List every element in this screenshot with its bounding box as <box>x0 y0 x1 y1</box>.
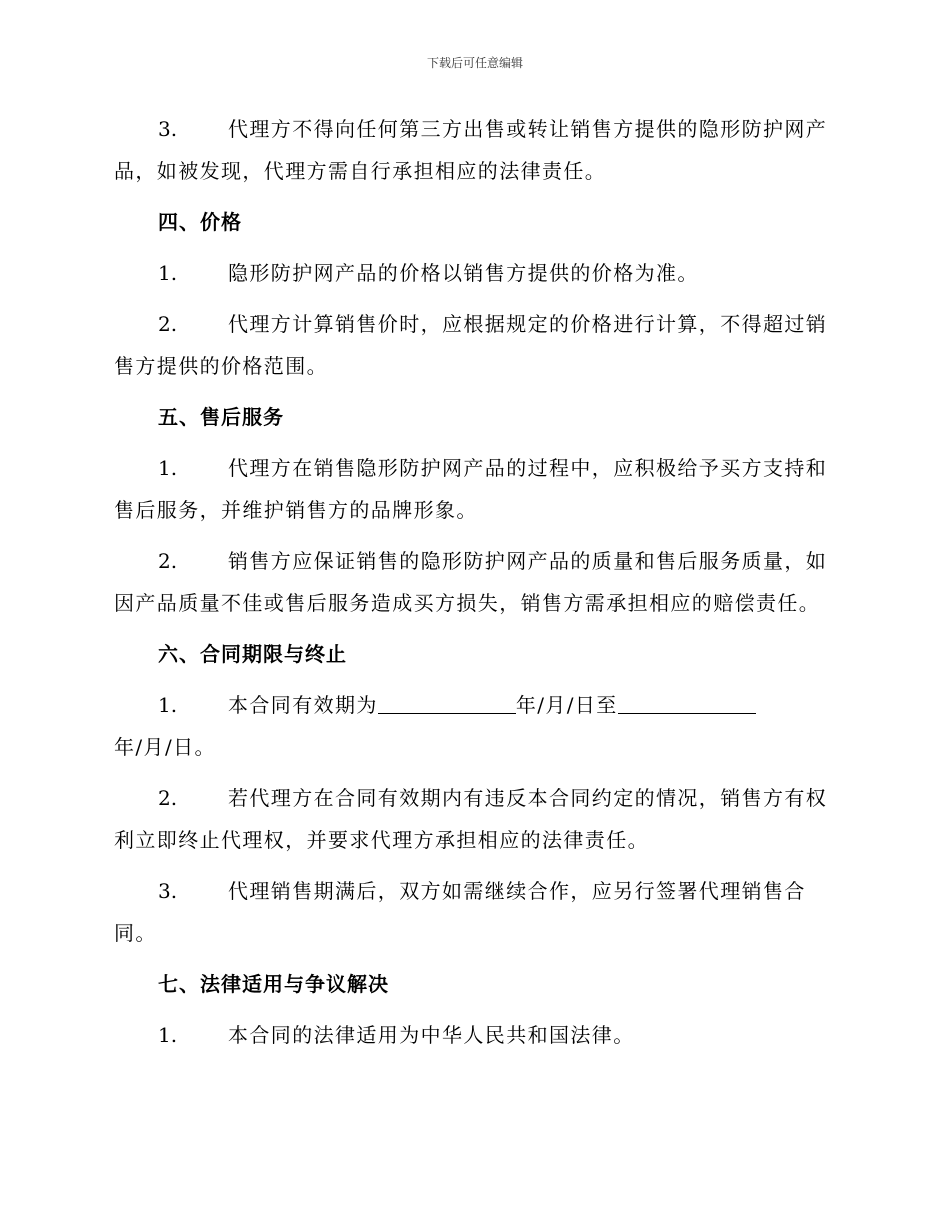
clause-number: 2. <box>158 786 178 810</box>
clause-4-1 <box>114 252 832 294</box>
clause-4-2 <box>114 303 832 387</box>
clause-text-continued: 因产品质量不佳或售后服务造成买方损失，销售方需承担相应的赔偿责任。 <box>114 591 821 615</box>
clause-text: 代理销售期满后，双方如需继续合作，应另行签署代理销售合 <box>228 879 806 903</box>
fill-in-blank-end-date[interactable] <box>618 687 756 714</box>
clause-number: 2. <box>158 549 178 573</box>
clause-text: 隐形防护网产品的价格以销售方提供的价格为准。 <box>228 261 699 285</box>
clause-text: 年/月/日至 <box>515 693 618 717</box>
clause-7-1 <box>114 1014 832 1056</box>
clause-number: 1. <box>158 693 178 717</box>
clause-text: 本合同的法律适用为中华人民共和国法律。 <box>228 1023 635 1047</box>
clause-text-continued: 售方提供的价格范围。 <box>114 354 328 378</box>
fill-in-blank-start-date[interactable] <box>378 687 516 714</box>
clause-number: 3. <box>158 117 178 141</box>
clause-number: 2. <box>158 312 178 336</box>
clause-text-continued: 同。 <box>114 921 157 945</box>
clause-text-continued: 售后服务，并维护销售方的品牌形象。 <box>114 498 478 522</box>
clause-number: 1. <box>158 456 178 480</box>
clause-text: 本合同有效期为 <box>228 693 378 717</box>
clause-text-continued: 利立即终止代理权，并要求代理方承担相应的法律责任。 <box>114 828 649 852</box>
page-header: 下载后可任意编辑 <box>426 56 523 70</box>
section-heading-term: 六、合同期限与终止 <box>158 642 347 666</box>
clause-6-2 <box>114 777 832 861</box>
clause-text: 代理方不得向任何第三方出售或转让销售方提供的隐形防护网产 <box>228 117 828 141</box>
section-heading-after-sales: 五、售后服务 <box>158 405 284 429</box>
clause-5-2 <box>114 540 832 624</box>
clause-6-1 <box>114 684 832 768</box>
clause-text-continued: 年/月/日。 <box>114 735 216 759</box>
clause-text-continued: 品，如被发现，代理方需自行承担相应的法律责任。 <box>114 159 607 183</box>
clause-3-3 <box>114 108 832 192</box>
clause-text: 代理方计算销售价时，应根据规定的价格进行计算，不得超过销 <box>228 312 828 336</box>
clause-5-1 <box>114 447 832 531</box>
clause-number: 1. <box>158 1023 178 1047</box>
clause-6-3 <box>114 870 832 954</box>
clause-text: 销售方应保证销售的隐形防护网产品的质量和售后服务质量，如 <box>228 549 828 573</box>
clause-text: 代理方在销售隐形防护网产品的过程中，应积极给予买方支持和 <box>228 456 828 480</box>
clause-number: 3. <box>158 879 178 903</box>
document-body <box>114 108 832 1065</box>
clause-number: 1. <box>158 261 178 285</box>
clause-text: 若代理方在合同有效期内有违反本合同约定的情况，销售方有权 <box>228 786 828 810</box>
section-heading-law: 七、法律适用与争议解决 <box>158 972 389 996</box>
section-heading-price: 四、价格 <box>158 210 242 234</box>
